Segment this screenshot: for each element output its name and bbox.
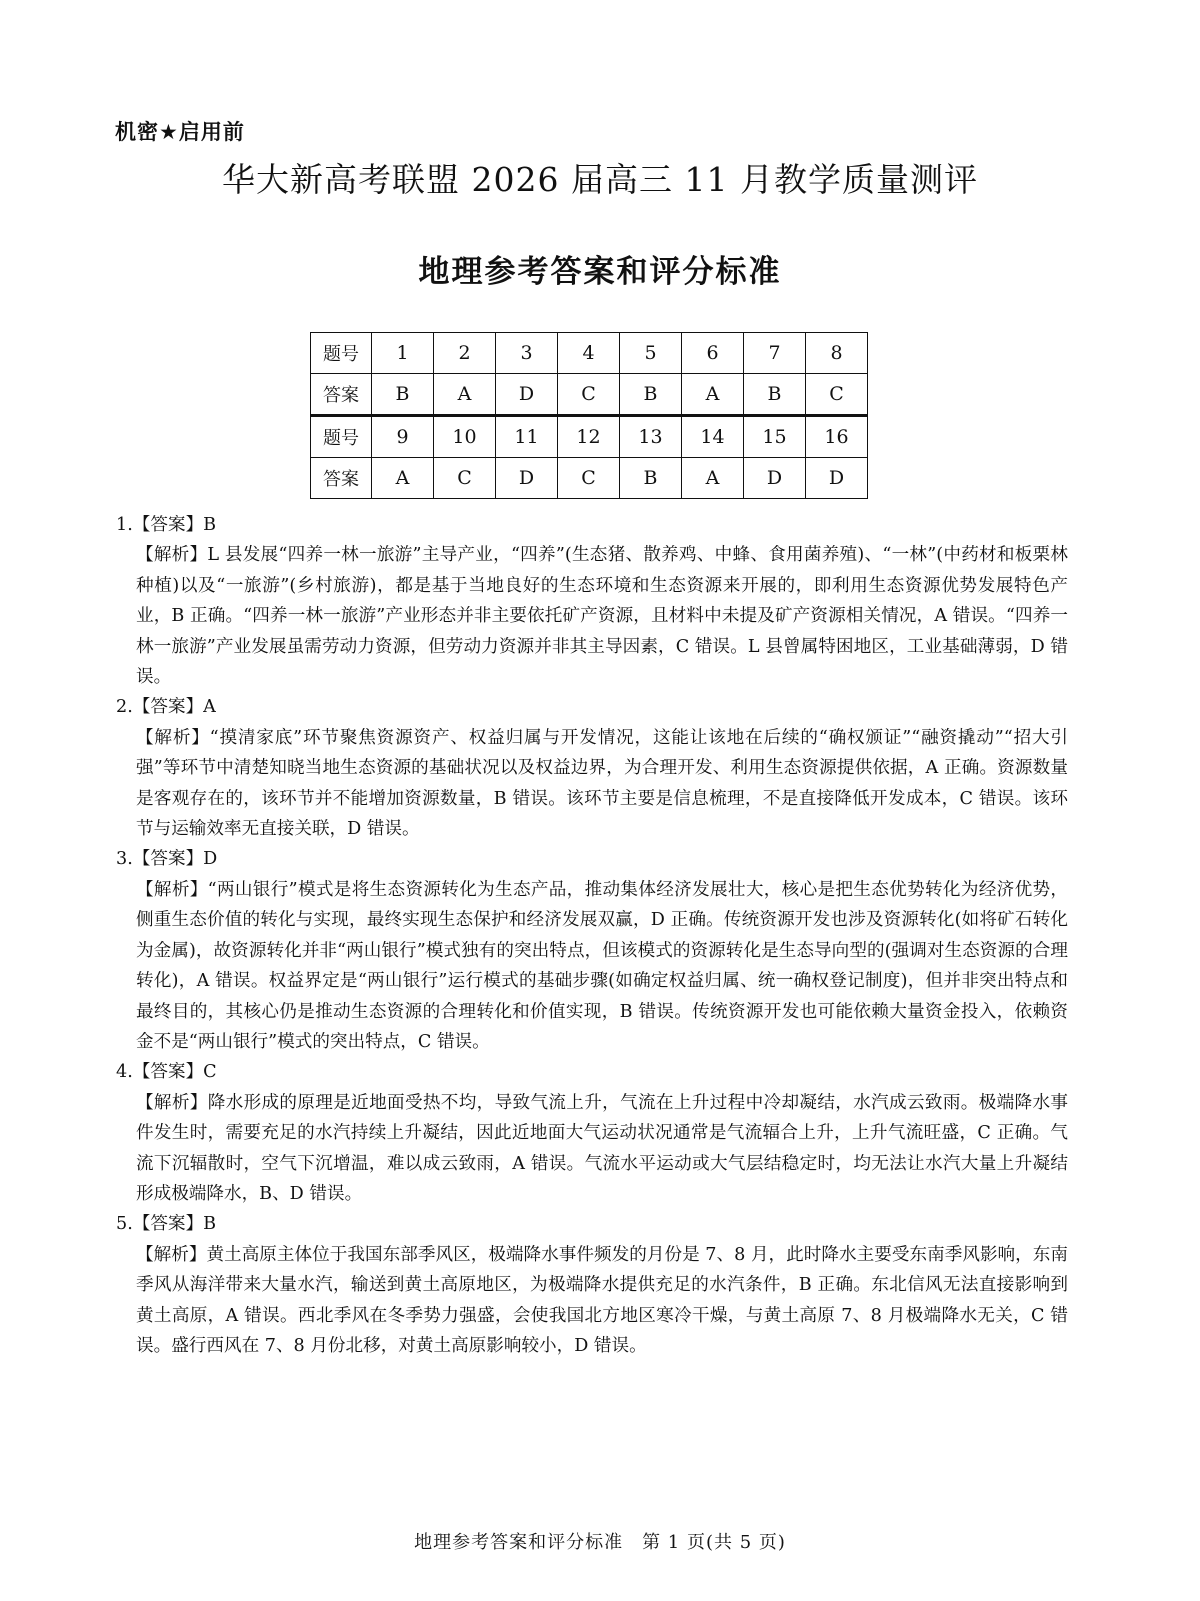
page-footer: 地理参考答案和评分标准 第 1 页(共 5 页) [414,1532,786,1553]
exam-title: 华大新高考联盟 2026 届高三 11 月教学质量测评 [222,160,978,199]
answer-cell: C [558,374,620,416]
answer-cell: D [744,458,806,499]
question-number-cell: 11 [496,416,558,458]
answer-cell: D [806,458,868,499]
answer-cell: C [806,374,868,416]
answer-cell: B [620,458,682,499]
question-item [116,510,1068,692]
question-number-cell: 5 [620,333,682,374]
row-label-number: 题号 [311,416,372,458]
answer-cell: A [434,374,496,416]
answer-cell: D [496,458,558,499]
question-number-cell: 10 [434,416,496,458]
row-label-answer: 答案 [311,374,372,416]
question-item [116,844,1068,1057]
answer-cell: A [372,458,434,499]
table-row [311,416,868,458]
confidential-label: 机密★启用前 [115,120,245,144]
table-row [311,333,868,374]
question-number-cell: 1 [372,333,434,374]
question-number-cell: 15 [744,416,806,458]
answer-cell: A [682,458,744,499]
answer-cell: B [372,374,434,416]
explanation-text: 【解析】“两山银行”模式是将生态资源转化为生态产品，推动集体经济发展壮大，核心是把生态优势转化为经济优势，侧重生态价值的转化与实现，最终实现生态保护和经济发展双赢，D 正确。传统资源开发也涉及资源转化(如将矿石转化为金属)，故资源转化并非“两山银行”模式独有的突出特点，但该模式的资源转化是生态导向型的(强调对生态资源的合理转化)，A 错误。权益界定是“两山银行”运行模式的基础步骤(如确定权益归属、统一确权登记制度)，但并非突出特点和最终目的，其核心仍是推动生态资源的合理转化和价值实现，B 错误。传统资源开发也可能依赖大量资金投入，依赖资金不是“两山银行”模式的突出特点，C 错误。 [136,879,1068,1052]
document-subtitle: 地理参考答案和评分标准 [418,254,782,290]
explanation-text: 【解析】L 县发展“四养一林一旅游”主导产业，“四养”(生态猪、散养鸡、中蜂、食用菌养殖)、“一林”(中药材和板栗林种植)以及“一旅游”(乡村旅游)，都是基于当地良好的生态环境和生态资源来开展的，即利用生态资源优势发展特色产业，B 正确。“四养一林一旅游”产业形态并非主要依托矿产资源，且材料中未提及矿产资源相关情况，A 错误。“四养一林一旅游”产业发展虽需劳动力资源，但劳动力资源并非其主导因素，C 错误。L 县曾属特困地区，工业基础薄弱，D 错误。 [136,545,1068,688]
answer-heading: 2.【答案】A [116,697,216,718]
question-item [116,1209,1068,1361]
question-number-cell: 4 [558,333,620,374]
question-number-cell: 2 [434,333,496,374]
question-number-cell: 7 [744,333,806,374]
answer-cell: B [620,374,682,416]
question-item [116,1057,1068,1209]
question-number-cell: 13 [620,416,682,458]
answer-heading: 1.【答案】B [116,515,217,535]
question-number-cell: 6 [682,333,744,374]
explanations [116,510,1068,1361]
answer-heading: 3.【答案】D [116,849,218,870]
question-number-cell: 9 [372,416,434,458]
answer-cell: C [558,458,620,499]
answer-heading: 4.【答案】C [116,1062,217,1083]
explanation-text: 【解析】“摸清家底”环节聚焦资源资产、权益归属与开发情况，这能让该地在后续的“确权颁证”“融资撬动”“招大引强”等环节中清楚知晓当地生态资源的基础状况以及权益边界，为合理开发、利用生态资源提供依据，A 正确。资源数量是客观存在的，该环节并不能增加资源数量，B 错误。该环节主要是信息梳理，不是直接降低开发成本，C 错误。该环节与运输效率无直接关联，D 错误。 [136,727,1068,840]
answer-cell: B [744,374,806,416]
question-number-cell: 16 [806,416,868,458]
explanation-text: 【解析】黄土高原主体位于我国东部季风区，极端降水事件频发的月份是 7、8 月，此时降水主要受东南季风影响，东南季风从海洋带来大量水汽，输送到黄土高原地区，为极端降水提供充足的水汽条件，B 正确。东北信风无法直接影响到黄土高原，A 错误。西北季风在冬季势力强盛，会使我国北方地区寒冷干燥，与黄土高原 7、8 月极端降水无关，C 错误。盛行西风在 7、8 月份北移，对黄土高原影响较小，D 错误。 [136,1244,1068,1356]
question-number-cell: 3 [496,333,558,374]
answer-cell: A [682,374,744,416]
answer-table [310,332,868,499]
row-label-number: 题号 [311,333,372,374]
answer-heading: 5.【答案】B [116,1214,217,1235]
question-number-cell: 8 [806,333,868,374]
question-number-cell: 14 [682,416,744,458]
question-number-cell: 12 [558,416,620,458]
row-label-answer: 答案 [311,458,372,499]
table-row [311,374,868,416]
explanation-text: 【解析】降水形成的原理是近地面受热不均，导致气流上升，气流在上升过程中冷却凝结，水汽成云致雨。极端降水事件发生时，需要充足的水汽持续上升凝结，因此近地面大气运动状况通常是气流辐合上升，上升气流旺盛，C 正确。气流下沉辐散时，空气下沉增温，难以成云致雨，A 错误。气流水平运动或大气层结稳定时，均无法让水汽大量上升凝结形成极端降水，B、D 错误。 [136,1092,1068,1204]
answer-cell: C [434,458,496,499]
answer-cell: D [496,374,558,416]
table-row [311,458,868,499]
question-item [116,692,1068,844]
